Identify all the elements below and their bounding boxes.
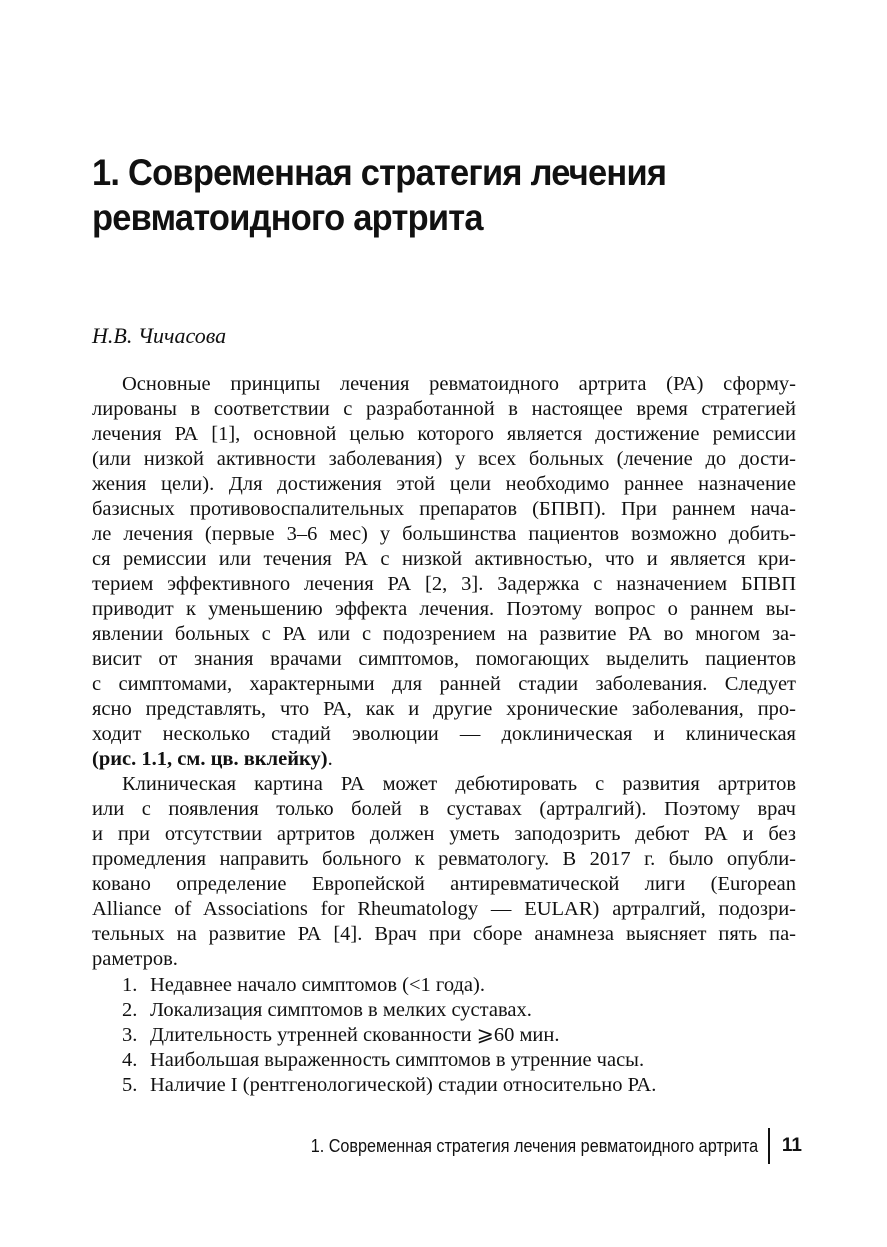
paragraph-line: тельных на развитие РА [4]. Врач при сборе анамнеза выясняет пять па- [92,923,796,945]
running-title: 1. Современная стратегия лечения ревматоидного артрита [310,1135,758,1156]
list-text: Недавнее начало симптомов (<1 года). [150,974,485,996]
paragraph-line: ся ремиссии или течения РА с низкой активностью, что и является кри- [92,548,796,570]
paragraph-line: явлении больных с РА или с подозрением на развитие РА во многом за- [92,623,796,645]
list-item [122,1073,656,1098]
list-item [122,1023,656,1048]
list-number: 1. [122,974,138,996]
chapter-title [92,150,743,240]
list-text: Длительность утренней скованности ⩾60 мин. [150,1024,560,1046]
list-item [122,973,656,998]
paragraph-line: и при отсутствии артритов должен уметь заподозрить дебют РА и без [92,823,796,845]
paragraph-line: терием эффективного лечения РА [2, 3]. Задержка с назначением БПВП [92,573,796,595]
paragraph-line: висит от знания врачами симптомов, помогающих выделить пациентов [92,648,796,670]
chapter-title-line: ревматоидного артрита [92,197,483,238]
list-text: Наличие I (рентгенологической) стадии относительно РА. [150,1074,657,1096]
author-name: Н.В. Чичасова [92,323,227,348]
list-item [122,998,656,1023]
paragraph-line: базисных противовоспалительных препаратов (БПВП). При раннем нача- [92,498,796,520]
page-number: 11 [781,1135,802,1156]
list-number: 3. [122,1024,138,1046]
paragraph-line: ле лечения (первые 3–6 мес) у большинства пациентов возможно добить- [92,523,796,545]
paragraph-line: с симптомами, характерными для ранней стадии заболевания. Следует [92,673,796,695]
chapter-title-line: 1. Современная стратегия лечения [92,152,667,193]
list-number: 2. [122,999,138,1021]
paragraph-line: (или низкой активности заболевания) у всех больных (лечение до дости- [92,448,796,470]
paragraph-line: лечения РА [1], основной целью которого является достижение ремиссии [92,423,796,445]
paragraph-line: раметров. [92,948,178,970]
paragraph-line: приводит к уменьшению эффекта лечения. Поэтому вопрос о раннем вы- [92,598,796,620]
paragraph-line [92,747,796,772]
body-text [92,372,796,972]
paragraph-line: ковано определение Европейской антиревматической лиги (European [92,873,796,895]
paragraph-line: Клиническая картина РА может дебютировать с развития артритов [122,773,796,795]
list-text: Наибольшая выраженность симптомов в утренние часы. [150,1049,645,1071]
paragraph-end: . [327,748,333,770]
paragraph-line: промедления направить больного к ревматологу. В 2017 г. было опубли- [92,848,796,870]
paragraph-line: Alliance of Associations for Rheumatology — EULAR) артралгий, подозри- [92,898,796,920]
list-number: 4. [122,1049,138,1071]
paragraph-line: лированы в соответствии с разработанной в настоящее время стратегией [92,398,796,420]
page-footer [261,1128,802,1164]
paragraph-line: или с появления только болей в суставах (артралгий). Поэтому врач [92,798,796,820]
paragraph-line: жения цели). Для достижения этой цели необходимо раннее назначение [92,473,796,495]
footer-divider [768,1128,770,1164]
figure-reference[interactable]: (рис. 1.1, см. цв. вклейку) [92,748,328,770]
list-text: Локализация симптомов в мелких суставах. [150,999,532,1021]
paragraph-line: Основные принципы лечения ревматоидного артрита (РА) сформу- [122,373,796,395]
parameters-list [122,973,656,1098]
paragraph-line: ясно представлять, что РА, как и другие хронические заболевания, про- [92,698,796,720]
list-number: 5. [122,1074,138,1096]
list-item [122,1048,656,1073]
paragraph-line: ходит несколько стадий эволюции — доклиническая и клиническая [92,723,796,745]
